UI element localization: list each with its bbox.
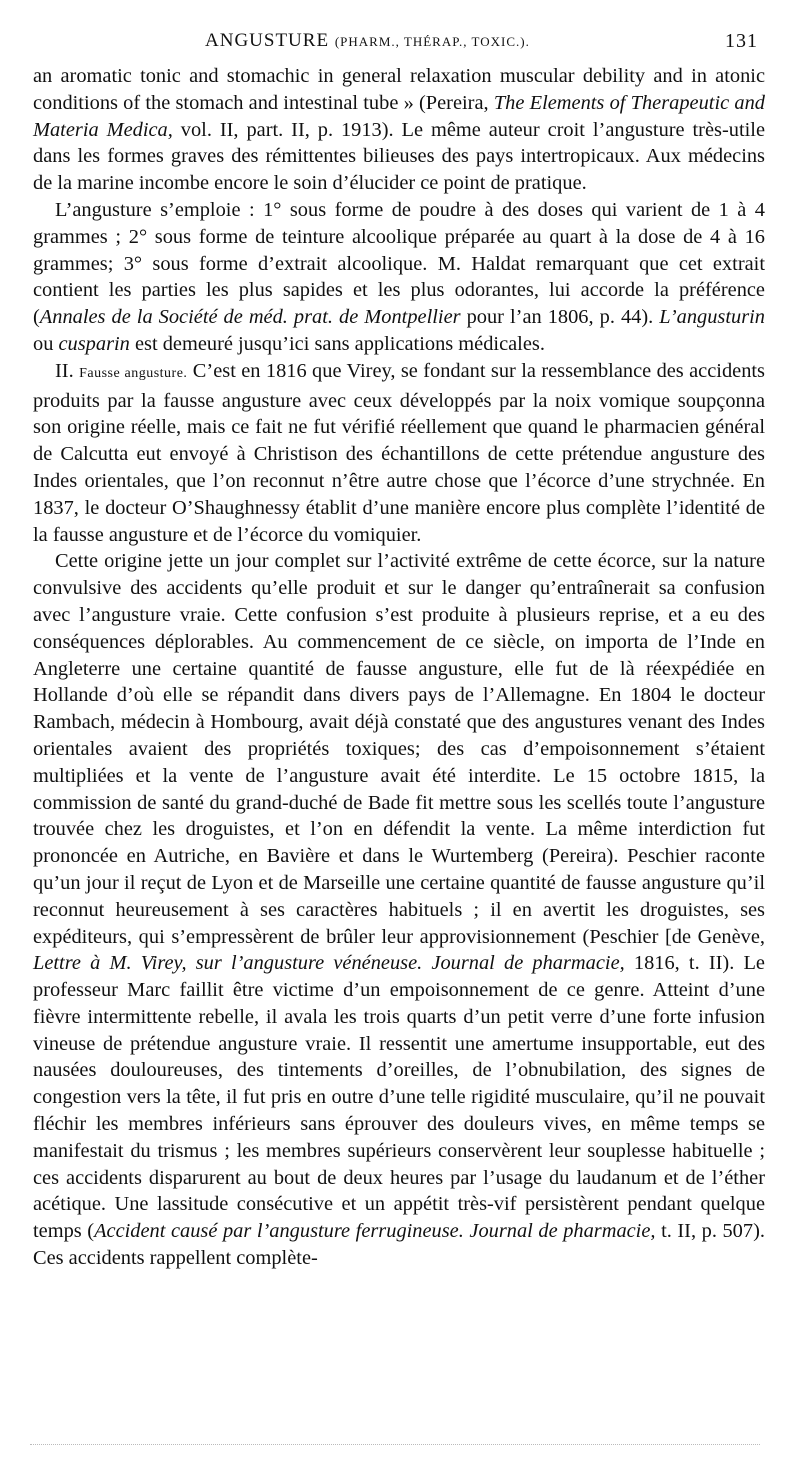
citation-annales-montpellier: Annales de la Société de méd. prat. de Montpellier bbox=[39, 306, 461, 329]
section-number: II. bbox=[55, 359, 80, 382]
paragraph-1-text-c: vol. II, part. II, p. 1913). Le même auteur croit l’angusture très-utile dans les formes graves des rémittentes bilieuses des pays intertropicaux. Aux médecins de la marine incombe encore le soin d’élucider ce point de pratique. bbox=[33, 118, 765, 195]
paragraph-2-text-c: pour l’an 1806, p. 44). bbox=[460, 306, 660, 329]
paragraph-2-text-e: ou bbox=[33, 332, 59, 355]
paragraph-4-text-a: Cette origine jette un jour complet sur l’activité extrême de cette écorce, sur la nature convulsive des accidents qu’elle produit et sur le danger qu’entraînerait sa confusion avec l’angusture vraie. Cette confusion s’est produite à plusieurs reprise, et a eu des conséquences déplorables. Au commencement de ce siècle, on importa de l’Inde en Angleterre une certaine quantité de fausse angusture, elle fut de là réexpédiée en Hollande d’où elle se répandit dans divers pays de l’Allemagne. En 1804 le docteur Rambach, médecin à Hombourg, avait déjà constaté que des angustures venant des Indes orientales avaient des propriétés toxiques; des cas d’empoisonnement s’étaient multipliées et la vente de l’angusture avait été interdite. Le 15 octobre 1815, la commission de santé du grand-duché de Bade fit mettre sous les scellés toute l’angusture trouvée chez les droguistes, et l’on en défendit la vente. La même interdiction fut prononcée en Autriche, en Bavière et dans le Wurtemberg (Pereira). Peschier raconte qu’un jour il reçut de Lyon et de Marseille une certaine quantité de fausse angusture qu’il reconnut heureusement à ses caractères habituels ; il en avertit les droguistes, ses expéditeurs, qui s’empressèrent de brûler leur approvisionnement (Peschier [de Genève, bbox=[33, 550, 765, 948]
paragraph-4 bbox=[33, 548, 765, 1272]
paragraph-4-text-c: 1816, t. II). Le professeur Marc faillit être victime d’un empoisonnement de ce genre. Atteint d’une fièvre intermittente rebelle, il avala les trois quarts d’un petit verre d’une forte infusion vineuse de prétendue angusture vraie. Il ressentit une amertume insupportable, eut des nausées douloureuses, des tintements d’oreilles, de l’obnubilation, des signes de congestion vers la tête, il fut pris en outre d’une telle rigidité musculaire, qu’il ne pouvait fléchir les membres inférieurs sans éprouver des douleurs vives, en même temps se manifestait du trismus ; les membres supérieurs conservèrent leur souplesse habituelle ; ces accidents disparurent au bout de deux heures par l’usage du laudanum et de l’éther acétique. Une lassitude consécutive et un appétit très-vif persistèrent pendant quelque temps ( bbox=[33, 952, 765, 1243]
section-heading-fausse-angusture: Fausse angusture. bbox=[79, 365, 188, 381]
paragraph-2-text-g: est demeuré jusqu’ici sans applications médicales. bbox=[129, 332, 545, 355]
paragraph-2-text-a: L’angusture s’emploie : 1° sous forme de poudre à des doses qui varient de 1 à 4 grammes ; 2° sous forme de teinture alcoolique préparée au quart à la dose de 4 à 16 grammes; 3° sous forme d’extrait alcoolique. M. Haldat remarquant que cet extrait contient les parties les plus sapides et les plus odorantes, lui accorde la préférence ( bbox=[33, 198, 765, 329]
term-angusturin: L’angusturin bbox=[659, 306, 765, 329]
running-header bbox=[0, 22, 800, 56]
citation-elements-of-therapeutic: The Elements of Therapeutic and Materia Medica, bbox=[33, 91, 765, 141]
term-cusparin: cusparin bbox=[58, 332, 130, 355]
citation-lettre-a-virey: Lettre à M. Virey, sur l’angusture vénéneuse. Journal de pharmacie, bbox=[33, 952, 625, 975]
paragraph-4-text-e: t. II, p. 507). Ces accidents rappellent complète- bbox=[33, 1220, 765, 1270]
running-title bbox=[205, 30, 530, 52]
body-text bbox=[33, 63, 765, 1272]
citation-accident-angusture-ferrugineuse: Accident causé par l’angusture ferrugineuse. Journal de pharmacie, bbox=[94, 1220, 656, 1243]
paragraph-2 bbox=[33, 197, 765, 358]
running-title-sub: (PHARM., THÉRAP., TOXIC.). bbox=[334, 34, 530, 49]
paragraph-1 bbox=[33, 63, 765, 197]
paragraph-3-text-c: C’est en 1816 que Virey, se fondant sur la ressemblance des accidents produits par la fausse angusture avec ceux développés par la noix vomique soupçonna son origine réelle, mais ce fait ne fut vérifié réellement que quand le pharmacien général de Calcutta eut envoyé à Christison des échantillons de cette prétendue angusture des Indes orientales, que l’on reconnut n’être autre chose que l’écorce d’une strychnée. En 1837, le docteur O’Shaughnessy établit d’une manière encore plus complète l’identité de la fausse angusture et de l’écorce du vomiquier. bbox=[33, 359, 765, 546]
running-title-main: ANGUSTURE bbox=[205, 30, 330, 51]
page-number: 131 bbox=[725, 30, 758, 52]
paragraph-3 bbox=[33, 358, 765, 549]
footer-rule bbox=[30, 1444, 760, 1445]
paragraph-1-text-a: an aromatic tonic and stomachic in general relaxation muscular debility and in atonic conditions of the stomach and intestinal tube » (Pereira, bbox=[33, 65, 765, 114]
